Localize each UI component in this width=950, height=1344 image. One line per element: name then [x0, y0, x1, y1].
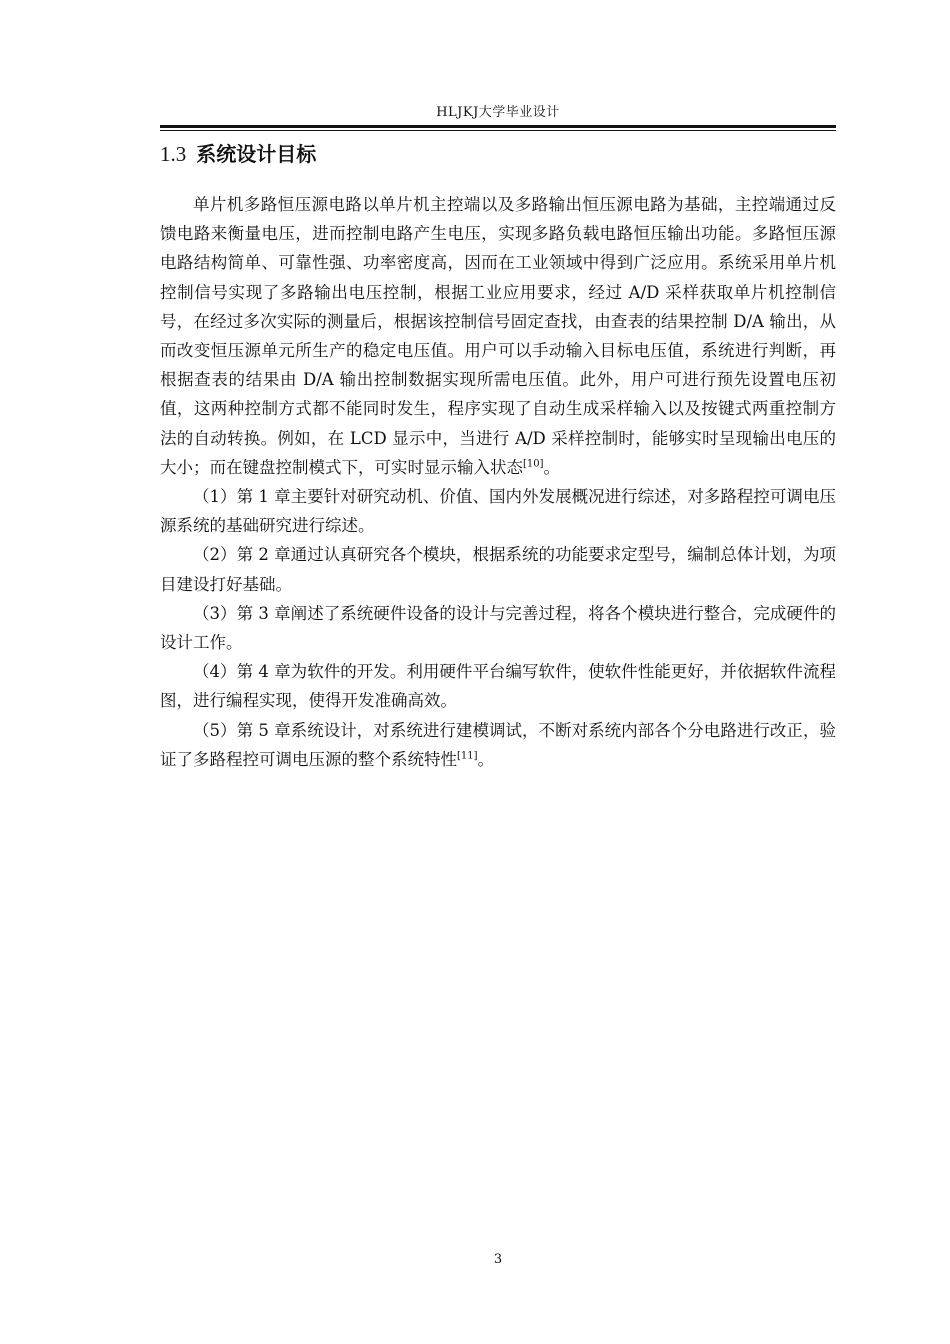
paragraph-tail: 。 [477, 749, 495, 769]
paragraph-intro [160, 190, 836, 482]
citation-ref: [10] [523, 458, 544, 470]
paragraph-text: （4）第 4 章为软件的开发。利用硬件平台编写软件，使软件性能更好，并依据软件流程图，进行编程实现，使得开发准确高效。 [160, 662, 836, 711]
header-rule-thick [160, 125, 836, 128]
paragraph-chapter-2 [160, 540, 836, 598]
section-title: 系统设计目标 [196, 142, 317, 166]
paragraph-tail: 。 [543, 457, 561, 477]
paragraph-chapter-3 [160, 599, 836, 657]
paragraph-text: （3）第 3 章阐述了系统硬件设备的设计与完善过程，将各个模块进行整合，完成硬件的设计工作。 [160, 603, 836, 653]
paragraph-chapter-5 [160, 716, 836, 774]
section-heading [160, 139, 836, 169]
paragraph-text: （5）第 5 章系统设计，对系统进行建模调试，不断对系统内部各个分电路进行改正，验证了多路程控可调电压源的整个系统特性 [160, 720, 836, 769]
paragraph-text: （1）第 1 章主要针对研究动机、价值、国内外发展概况进行综述，对多路程控可调电压源系统的基础研究进行综述。 [160, 487, 836, 536]
paragraph-chapter-4 [160, 657, 836, 715]
body-text [160, 190, 836, 774]
paragraph-text: 单片机多路恒压源电路以单片机主控端以及多路输出恒压源电路为基础，主控端通过反馈电路来衡量电压，进而控制电路产生电压，实现多路负载电路恒压输出功能。多路恒压源电路结构简单、可靠性强、功率密度高，因而在工业领域中得到广泛应用。系统采用单片机控制信号实现了多路输出电压控制，根据工业应用要求，经过 A/D 采样获取单片机控制信号，在经过多次实际的测量后，根据该控制信号固定查找，由查表的结果控制 D/A 输出，从而改变恒压源单元所生产的稳定电压值。用户可以手动输入目标电压值，系统进行判断，再根据查表的结果由 D/A 输出控制数据实现所需电压值。此外，用户可进行预先设置电压初值，这两种控制方式都不能同时发生，程序实现了自动生成采样输入以及按键式两重控制方法的自动转换。例如，在 LCD 显示中，当进行 A/D 采样控制时，能够实时呈现输出电压的大小；而在键盘控制模式下，可实时显示输入状态 [160, 195, 836, 477]
paragraph-text: （2）第 2 章通过认真研究各个模块，根据系统的功能要求定型号，编制总体计划，为项目建设打好基础。 [160, 545, 836, 594]
paragraph-chapter-1 [160, 482, 836, 540]
header-rule-thin [160, 130, 836, 131]
section-number: 1.3 [160, 142, 187, 166]
page-number: 3 [493, 1252, 503, 1267]
citation-ref: [11] [457, 750, 478, 762]
running-header: HLJKJ大学毕业设计 [436, 105, 560, 120]
